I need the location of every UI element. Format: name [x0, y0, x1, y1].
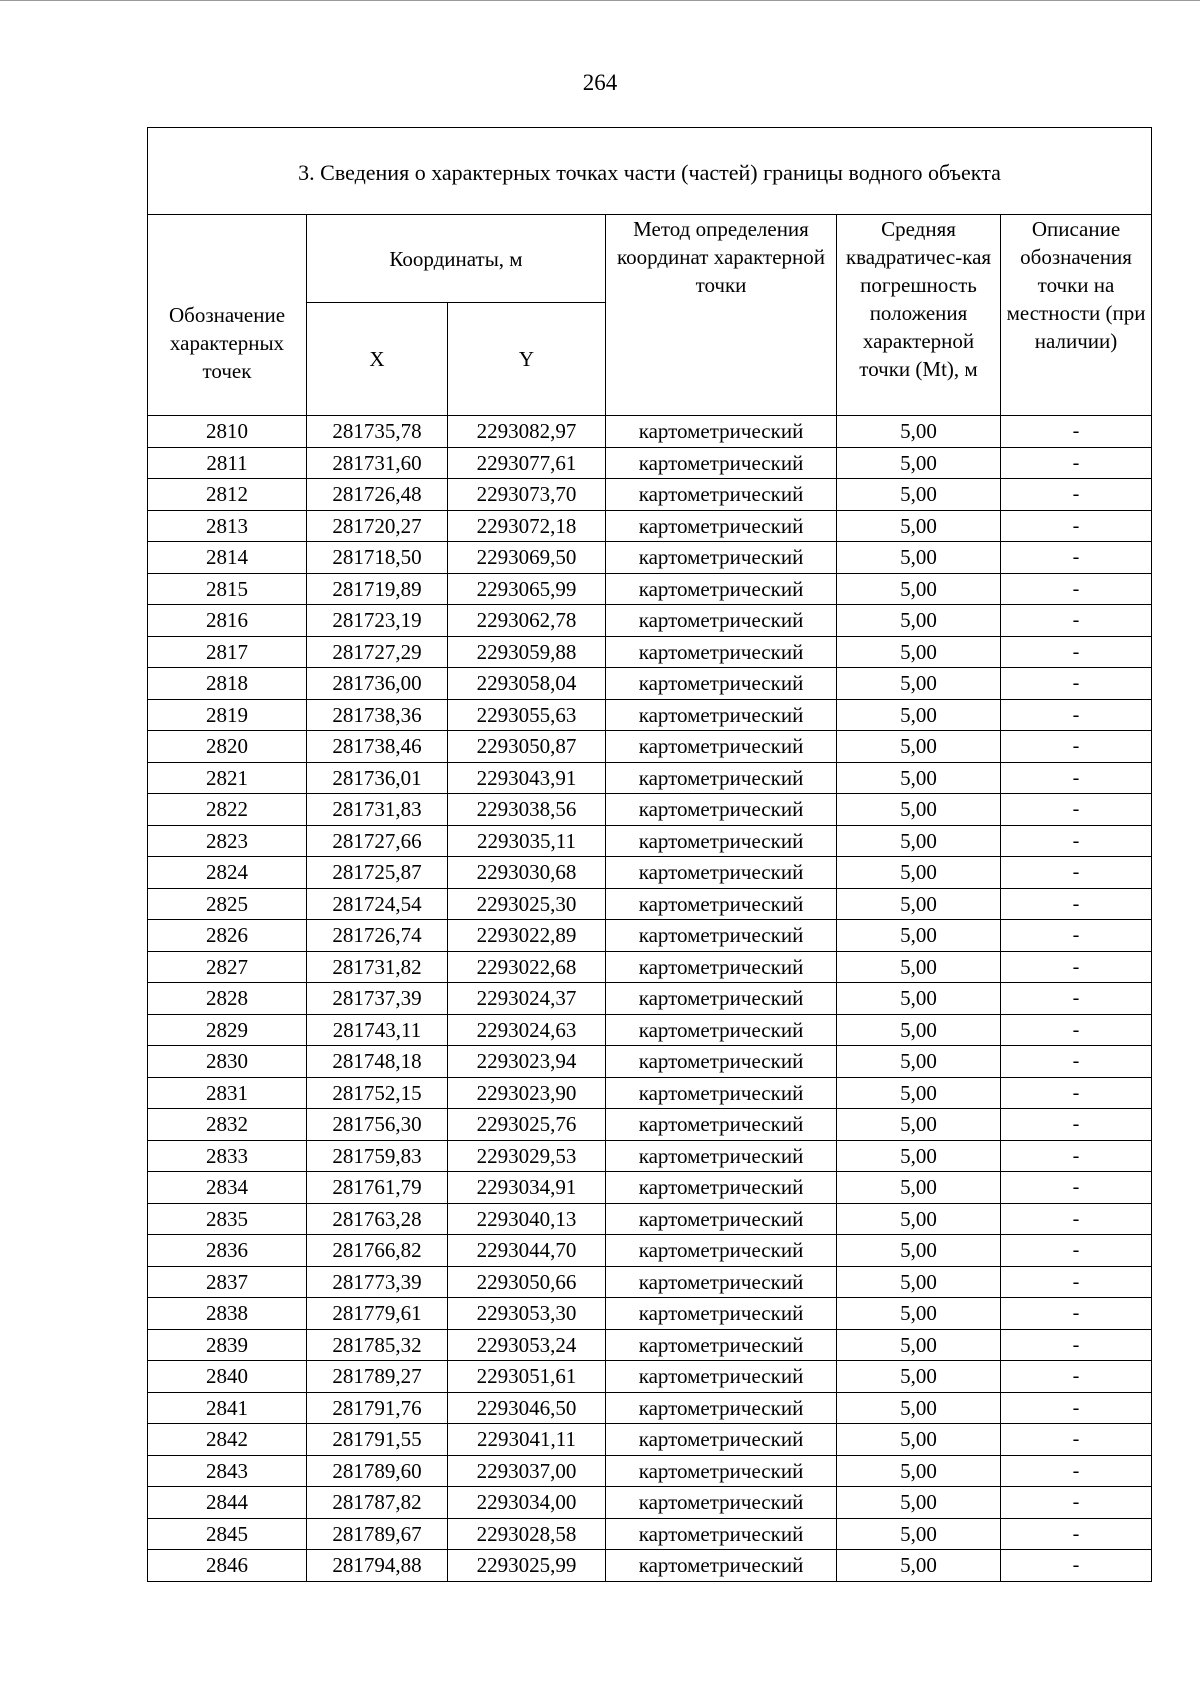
x-coordinate-cell: 281731,60	[307, 447, 448, 479]
y-coordinate-cell: 2293041,11	[448, 1424, 606, 1456]
description-cell: -	[1001, 857, 1152, 889]
mt-error-cell: 5,00	[837, 983, 1001, 1015]
point-id-cell: 2842	[148, 1424, 307, 1456]
table-row	[148, 699, 1152, 731]
table-row	[148, 1424, 1152, 1456]
mt-error-cell: 5,00	[837, 1140, 1001, 1172]
x-coordinate-cell: 281718,50	[307, 542, 448, 574]
method-cell: картометрический	[606, 1172, 837, 1204]
table-row	[148, 888, 1152, 920]
x-coordinate-cell: 281726,74	[307, 920, 448, 952]
method-cell: картометрический	[606, 573, 837, 605]
mt-error-cell: 5,00	[837, 416, 1001, 448]
method-cell: картометрический	[606, 1046, 837, 1078]
x-coordinate-cell: 281761,79	[307, 1172, 448, 1204]
table-row	[148, 794, 1152, 826]
y-coordinate-cell: 2293053,30	[448, 1298, 606, 1330]
description-cell: -	[1001, 731, 1152, 763]
point-id-cell: 2835	[148, 1203, 307, 1235]
y-coordinate-cell: 2293059,88	[448, 636, 606, 668]
point-id-cell: 2814	[148, 542, 307, 574]
description-cell: -	[1001, 825, 1152, 857]
description-cell: -	[1001, 983, 1152, 1015]
header-description: Описание обозначения точки на местности (при наличии)	[1001, 215, 1152, 416]
table-row	[148, 479, 1152, 511]
mt-error-cell: 5,00	[837, 1518, 1001, 1550]
header-error: Средняя квадратичес-кая погрешность положения характерной точки (Mt), м	[837, 215, 1001, 416]
table-row	[148, 1518, 1152, 1550]
table-row	[148, 542, 1152, 574]
mt-error-cell: 5,00	[837, 1361, 1001, 1393]
description-cell: -	[1001, 1329, 1152, 1361]
mt-error-cell: 5,00	[837, 1172, 1001, 1204]
point-id-cell: 2823	[148, 825, 307, 857]
y-coordinate-cell: 2293023,94	[448, 1046, 606, 1078]
description-cell: -	[1001, 1298, 1152, 1330]
mt-error-cell: 5,00	[837, 731, 1001, 763]
method-cell: картометрический	[606, 1109, 837, 1141]
description-cell: -	[1001, 1455, 1152, 1487]
point-id-cell: 2846	[148, 1550, 307, 1582]
header-designation: Обозначение характерных точек	[148, 215, 307, 416]
point-id-cell: 2828	[148, 983, 307, 1015]
y-coordinate-cell: 2293082,97	[448, 416, 606, 448]
description-cell: -	[1001, 920, 1152, 952]
mt-error-cell: 5,00	[837, 857, 1001, 889]
point-id-cell: 2824	[148, 857, 307, 889]
table-row	[148, 1329, 1152, 1361]
method-cell: картометрический	[606, 699, 837, 731]
x-coordinate-cell: 281731,82	[307, 951, 448, 983]
table-body	[148, 416, 1152, 1582]
point-id-cell: 2845	[148, 1518, 307, 1550]
x-coordinate-cell: 281736,01	[307, 762, 448, 794]
mt-error-cell: 5,00	[837, 1550, 1001, 1582]
table-row	[148, 573, 1152, 605]
table-row	[148, 636, 1152, 668]
x-coordinate-cell: 281719,89	[307, 573, 448, 605]
point-id-cell: 2813	[148, 510, 307, 542]
mt-error-cell: 5,00	[837, 636, 1001, 668]
table-row	[148, 1550, 1152, 1582]
mt-error-cell: 5,00	[837, 825, 1001, 857]
y-coordinate-cell: 2293072,18	[448, 510, 606, 542]
method-cell: картометрический	[606, 479, 837, 511]
y-coordinate-cell: 2293025,30	[448, 888, 606, 920]
table-row	[148, 510, 1152, 542]
description-cell: -	[1001, 1109, 1152, 1141]
description-cell: -	[1001, 573, 1152, 605]
method-cell: картометрический	[606, 1235, 837, 1267]
x-coordinate-cell: 281779,61	[307, 1298, 448, 1330]
x-coordinate-cell: 281720,27	[307, 510, 448, 542]
method-cell: картометрический	[606, 983, 837, 1015]
point-id-cell: 2839	[148, 1329, 307, 1361]
method-cell: картометрический	[606, 762, 837, 794]
description-cell: -	[1001, 888, 1152, 920]
table-row	[148, 983, 1152, 1015]
table-row	[148, 825, 1152, 857]
description-cell: -	[1001, 636, 1152, 668]
table-row	[148, 1392, 1152, 1424]
description-cell: -	[1001, 605, 1152, 637]
point-id-cell: 2840	[148, 1361, 307, 1393]
y-coordinate-cell: 2293077,61	[448, 447, 606, 479]
method-cell: картометрический	[606, 1203, 837, 1235]
point-id-cell: 2820	[148, 731, 307, 763]
header-coordinates: Координаты, м	[307, 215, 606, 303]
y-coordinate-cell: 2293024,37	[448, 983, 606, 1015]
method-cell: картометрический	[606, 1424, 837, 1456]
point-id-cell: 2837	[148, 1266, 307, 1298]
description-cell: -	[1001, 1361, 1152, 1393]
method-cell: картометрический	[606, 1298, 837, 1330]
table-row	[148, 920, 1152, 952]
method-cell: картометрический	[606, 1014, 837, 1046]
description-cell: -	[1001, 951, 1152, 983]
x-coordinate-cell: 281789,27	[307, 1361, 448, 1393]
x-coordinate-cell: 281789,67	[307, 1518, 448, 1550]
page-number: 264	[582, 70, 618, 95]
page-top-edge	[0, 0, 1200, 3]
y-coordinate-cell: 2293034,91	[448, 1172, 606, 1204]
y-coordinate-cell: 2293037,00	[448, 1455, 606, 1487]
x-coordinate-cell: 281727,29	[307, 636, 448, 668]
table-row	[148, 731, 1152, 763]
method-cell: картометрический	[606, 416, 837, 448]
y-coordinate-cell: 2293050,87	[448, 731, 606, 763]
description-cell: -	[1001, 1518, 1152, 1550]
x-coordinate-cell: 281763,28	[307, 1203, 448, 1235]
method-cell: картометрический	[606, 951, 837, 983]
table-row	[148, 1014, 1152, 1046]
x-coordinate-cell: 281791,55	[307, 1424, 448, 1456]
description-cell: -	[1001, 762, 1152, 794]
description-cell: -	[1001, 1140, 1152, 1172]
description-cell: -	[1001, 1550, 1152, 1582]
x-coordinate-cell: 281735,78	[307, 416, 448, 448]
description-cell: -	[1001, 668, 1152, 700]
y-coordinate-cell: 2293023,90	[448, 1077, 606, 1109]
mt-error-cell: 5,00	[837, 1077, 1001, 1109]
point-id-cell: 2825	[148, 888, 307, 920]
y-coordinate-cell: 2293053,24	[448, 1329, 606, 1361]
header-y: Y	[448, 303, 606, 416]
y-coordinate-cell: 2293046,50	[448, 1392, 606, 1424]
y-coordinate-cell: 2293035,11	[448, 825, 606, 857]
method-cell: картометрический	[606, 794, 837, 826]
x-coordinate-cell: 281737,39	[307, 983, 448, 1015]
method-cell: картометрический	[606, 731, 837, 763]
table-row	[148, 1235, 1152, 1267]
mt-error-cell: 5,00	[837, 1392, 1001, 1424]
point-id-cell: 2834	[148, 1172, 307, 1204]
description-cell: -	[1001, 794, 1152, 826]
y-coordinate-cell: 2293022,89	[448, 920, 606, 952]
point-id-cell: 2832	[148, 1109, 307, 1141]
point-id-cell: 2831	[148, 1077, 307, 1109]
mt-error-cell: 5,00	[837, 699, 1001, 731]
description-cell: -	[1001, 542, 1152, 574]
point-id-cell: 2816	[148, 605, 307, 637]
mt-error-cell: 5,00	[837, 1046, 1001, 1078]
mt-error-cell: 5,00	[837, 1014, 1001, 1046]
description-cell: -	[1001, 1392, 1152, 1424]
table-row	[148, 857, 1152, 889]
mt-error-cell: 5,00	[837, 920, 1001, 952]
x-coordinate-cell: 281752,15	[307, 1077, 448, 1109]
x-coordinate-cell: 281738,46	[307, 731, 448, 763]
method-cell: картометрический	[606, 825, 837, 857]
point-id-cell: 2829	[148, 1014, 307, 1046]
description-cell: -	[1001, 1172, 1152, 1204]
x-coordinate-cell: 281731,83	[307, 794, 448, 826]
y-coordinate-cell: 2293055,63	[448, 699, 606, 731]
point-id-cell: 2822	[148, 794, 307, 826]
y-coordinate-cell: 2293025,76	[448, 1109, 606, 1141]
table-row	[148, 416, 1152, 448]
table-row	[148, 951, 1152, 983]
y-coordinate-cell: 2293022,68	[448, 951, 606, 983]
point-id-cell: 2818	[148, 668, 307, 700]
point-id-cell: 2815	[148, 573, 307, 605]
method-cell: картометрический	[606, 605, 837, 637]
point-id-cell: 2821	[148, 762, 307, 794]
boundary-points-table	[147, 127, 1152, 1582]
table-row	[148, 1361, 1152, 1393]
description-cell: -	[1001, 699, 1152, 731]
x-coordinate-cell: 281794,88	[307, 1550, 448, 1582]
y-coordinate-cell: 2293051,61	[448, 1361, 606, 1393]
method-cell: картометрический	[606, 1361, 837, 1393]
x-coordinate-cell: 281773,39	[307, 1266, 448, 1298]
point-id-cell: 2826	[148, 920, 307, 952]
mt-error-cell: 5,00	[837, 1298, 1001, 1330]
x-coordinate-cell: 281727,66	[307, 825, 448, 857]
mt-error-cell: 5,00	[837, 1266, 1001, 1298]
point-id-cell: 2810	[148, 416, 307, 448]
header-x: X	[307, 303, 448, 416]
x-coordinate-cell: 281791,76	[307, 1392, 448, 1424]
description-cell: -	[1001, 1203, 1152, 1235]
mt-error-cell: 5,00	[837, 1487, 1001, 1519]
y-coordinate-cell: 2293024,63	[448, 1014, 606, 1046]
x-coordinate-cell: 281725,87	[307, 857, 448, 889]
mt-error-cell: 5,00	[837, 573, 1001, 605]
header-method: Метод определения координат характерной точки	[606, 215, 837, 416]
section-title: 3. Сведения о характерных точках части (частей) границы водного объекта	[148, 128, 1152, 215]
table-row	[148, 1077, 1152, 1109]
y-coordinate-cell: 2293043,91	[448, 762, 606, 794]
x-coordinate-cell: 281756,30	[307, 1109, 448, 1141]
method-cell: картометрический	[606, 920, 837, 952]
method-cell: картометрический	[606, 857, 837, 889]
point-id-cell: 2812	[148, 479, 307, 511]
table-row	[148, 1140, 1152, 1172]
y-coordinate-cell: 2293025,99	[448, 1550, 606, 1582]
x-coordinate-cell: 281738,36	[307, 699, 448, 731]
y-coordinate-cell: 2293034,00	[448, 1487, 606, 1519]
description-cell: -	[1001, 1014, 1152, 1046]
table-row	[148, 1298, 1152, 1330]
method-cell: картометрический	[606, 1455, 837, 1487]
mt-error-cell: 5,00	[837, 951, 1001, 983]
mt-error-cell: 5,00	[837, 1455, 1001, 1487]
y-coordinate-cell: 2293030,68	[448, 857, 606, 889]
mt-error-cell: 5,00	[837, 1203, 1001, 1235]
method-cell: картометрический	[606, 636, 837, 668]
table-row	[148, 1109, 1152, 1141]
method-cell: картометрический	[606, 1550, 837, 1582]
method-cell: картометрический	[606, 888, 837, 920]
mt-error-cell: 5,00	[837, 542, 1001, 574]
mt-error-cell: 5,00	[837, 510, 1001, 542]
description-cell: -	[1001, 1424, 1152, 1456]
table-row	[148, 1455, 1152, 1487]
description-cell: -	[1001, 1046, 1152, 1078]
point-id-cell: 2833	[148, 1140, 307, 1172]
table-header-row-1	[148, 215, 1152, 303]
x-coordinate-cell: 281789,60	[307, 1455, 448, 1487]
x-coordinate-cell: 281724,54	[307, 888, 448, 920]
point-id-cell: 2836	[148, 1235, 307, 1267]
table-title-row	[148, 128, 1152, 215]
point-id-cell: 2838	[148, 1298, 307, 1330]
table-row	[148, 605, 1152, 637]
method-cell: картометрический	[606, 1392, 837, 1424]
mt-error-cell: 5,00	[837, 888, 1001, 920]
mt-error-cell: 5,00	[837, 605, 1001, 637]
description-cell: -	[1001, 416, 1152, 448]
point-id-cell: 2817	[148, 636, 307, 668]
y-coordinate-cell: 2293073,70	[448, 479, 606, 511]
mt-error-cell: 5,00	[837, 794, 1001, 826]
description-cell: -	[1001, 510, 1152, 542]
point-id-cell: 2811	[148, 447, 307, 479]
mt-error-cell: 5,00	[837, 762, 1001, 794]
method-cell: картометрический	[606, 1329, 837, 1361]
point-id-cell: 2841	[148, 1392, 307, 1424]
method-cell: картометрический	[606, 510, 837, 542]
description-cell: -	[1001, 479, 1152, 511]
x-coordinate-cell: 281787,82	[307, 1487, 448, 1519]
table-row	[148, 1487, 1152, 1519]
point-id-cell: 2843	[148, 1455, 307, 1487]
y-coordinate-cell: 2293028,58	[448, 1518, 606, 1550]
table-row	[148, 668, 1152, 700]
description-cell: -	[1001, 1235, 1152, 1267]
mt-error-cell: 5,00	[837, 447, 1001, 479]
y-coordinate-cell: 2293038,56	[448, 794, 606, 826]
x-coordinate-cell: 281759,83	[307, 1140, 448, 1172]
y-coordinate-cell: 2293040,13	[448, 1203, 606, 1235]
method-cell: картометрический	[606, 1140, 837, 1172]
mt-error-cell: 5,00	[837, 1235, 1001, 1267]
table-row	[148, 1203, 1152, 1235]
method-cell: картометрический	[606, 668, 837, 700]
x-coordinate-cell: 281766,82	[307, 1235, 448, 1267]
table-row	[148, 447, 1152, 479]
method-cell: картометрический	[606, 447, 837, 479]
x-coordinate-cell: 281726,48	[307, 479, 448, 511]
description-cell: -	[1001, 1266, 1152, 1298]
description-cell: -	[1001, 1487, 1152, 1519]
y-coordinate-cell: 2293065,99	[448, 573, 606, 605]
mt-error-cell: 5,00	[837, 668, 1001, 700]
point-id-cell: 2827	[148, 951, 307, 983]
y-coordinate-cell: 2293069,50	[448, 542, 606, 574]
mt-error-cell: 5,00	[837, 1424, 1001, 1456]
method-cell: картометрический	[606, 542, 837, 574]
table-row	[148, 1172, 1152, 1204]
table-row	[148, 1046, 1152, 1078]
mt-error-cell: 5,00	[837, 1109, 1001, 1141]
mt-error-cell: 5,00	[837, 1329, 1001, 1361]
x-coordinate-cell: 281743,11	[307, 1014, 448, 1046]
y-coordinate-cell: 2293044,70	[448, 1235, 606, 1267]
y-coordinate-cell: 2293058,04	[448, 668, 606, 700]
method-cell: картометрический	[606, 1518, 837, 1550]
x-coordinate-cell: 281785,32	[307, 1329, 448, 1361]
y-coordinate-cell: 2293050,66	[448, 1266, 606, 1298]
table-row	[148, 762, 1152, 794]
point-id-cell: 2830	[148, 1046, 307, 1078]
x-coordinate-cell: 281748,18	[307, 1046, 448, 1078]
point-id-cell: 2819	[148, 699, 307, 731]
description-cell: -	[1001, 447, 1152, 479]
table-row	[148, 1266, 1152, 1298]
x-coordinate-cell: 281723,19	[307, 605, 448, 637]
point-id-cell: 2844	[148, 1487, 307, 1519]
method-cell: картометрический	[606, 1077, 837, 1109]
y-coordinate-cell: 2293062,78	[448, 605, 606, 637]
y-coordinate-cell: 2293029,53	[448, 1140, 606, 1172]
x-coordinate-cell: 281736,00	[307, 668, 448, 700]
method-cell: картометрический	[606, 1266, 837, 1298]
method-cell: картометрический	[606, 1487, 837, 1519]
mt-error-cell: 5,00	[837, 479, 1001, 511]
description-cell: -	[1001, 1077, 1152, 1109]
